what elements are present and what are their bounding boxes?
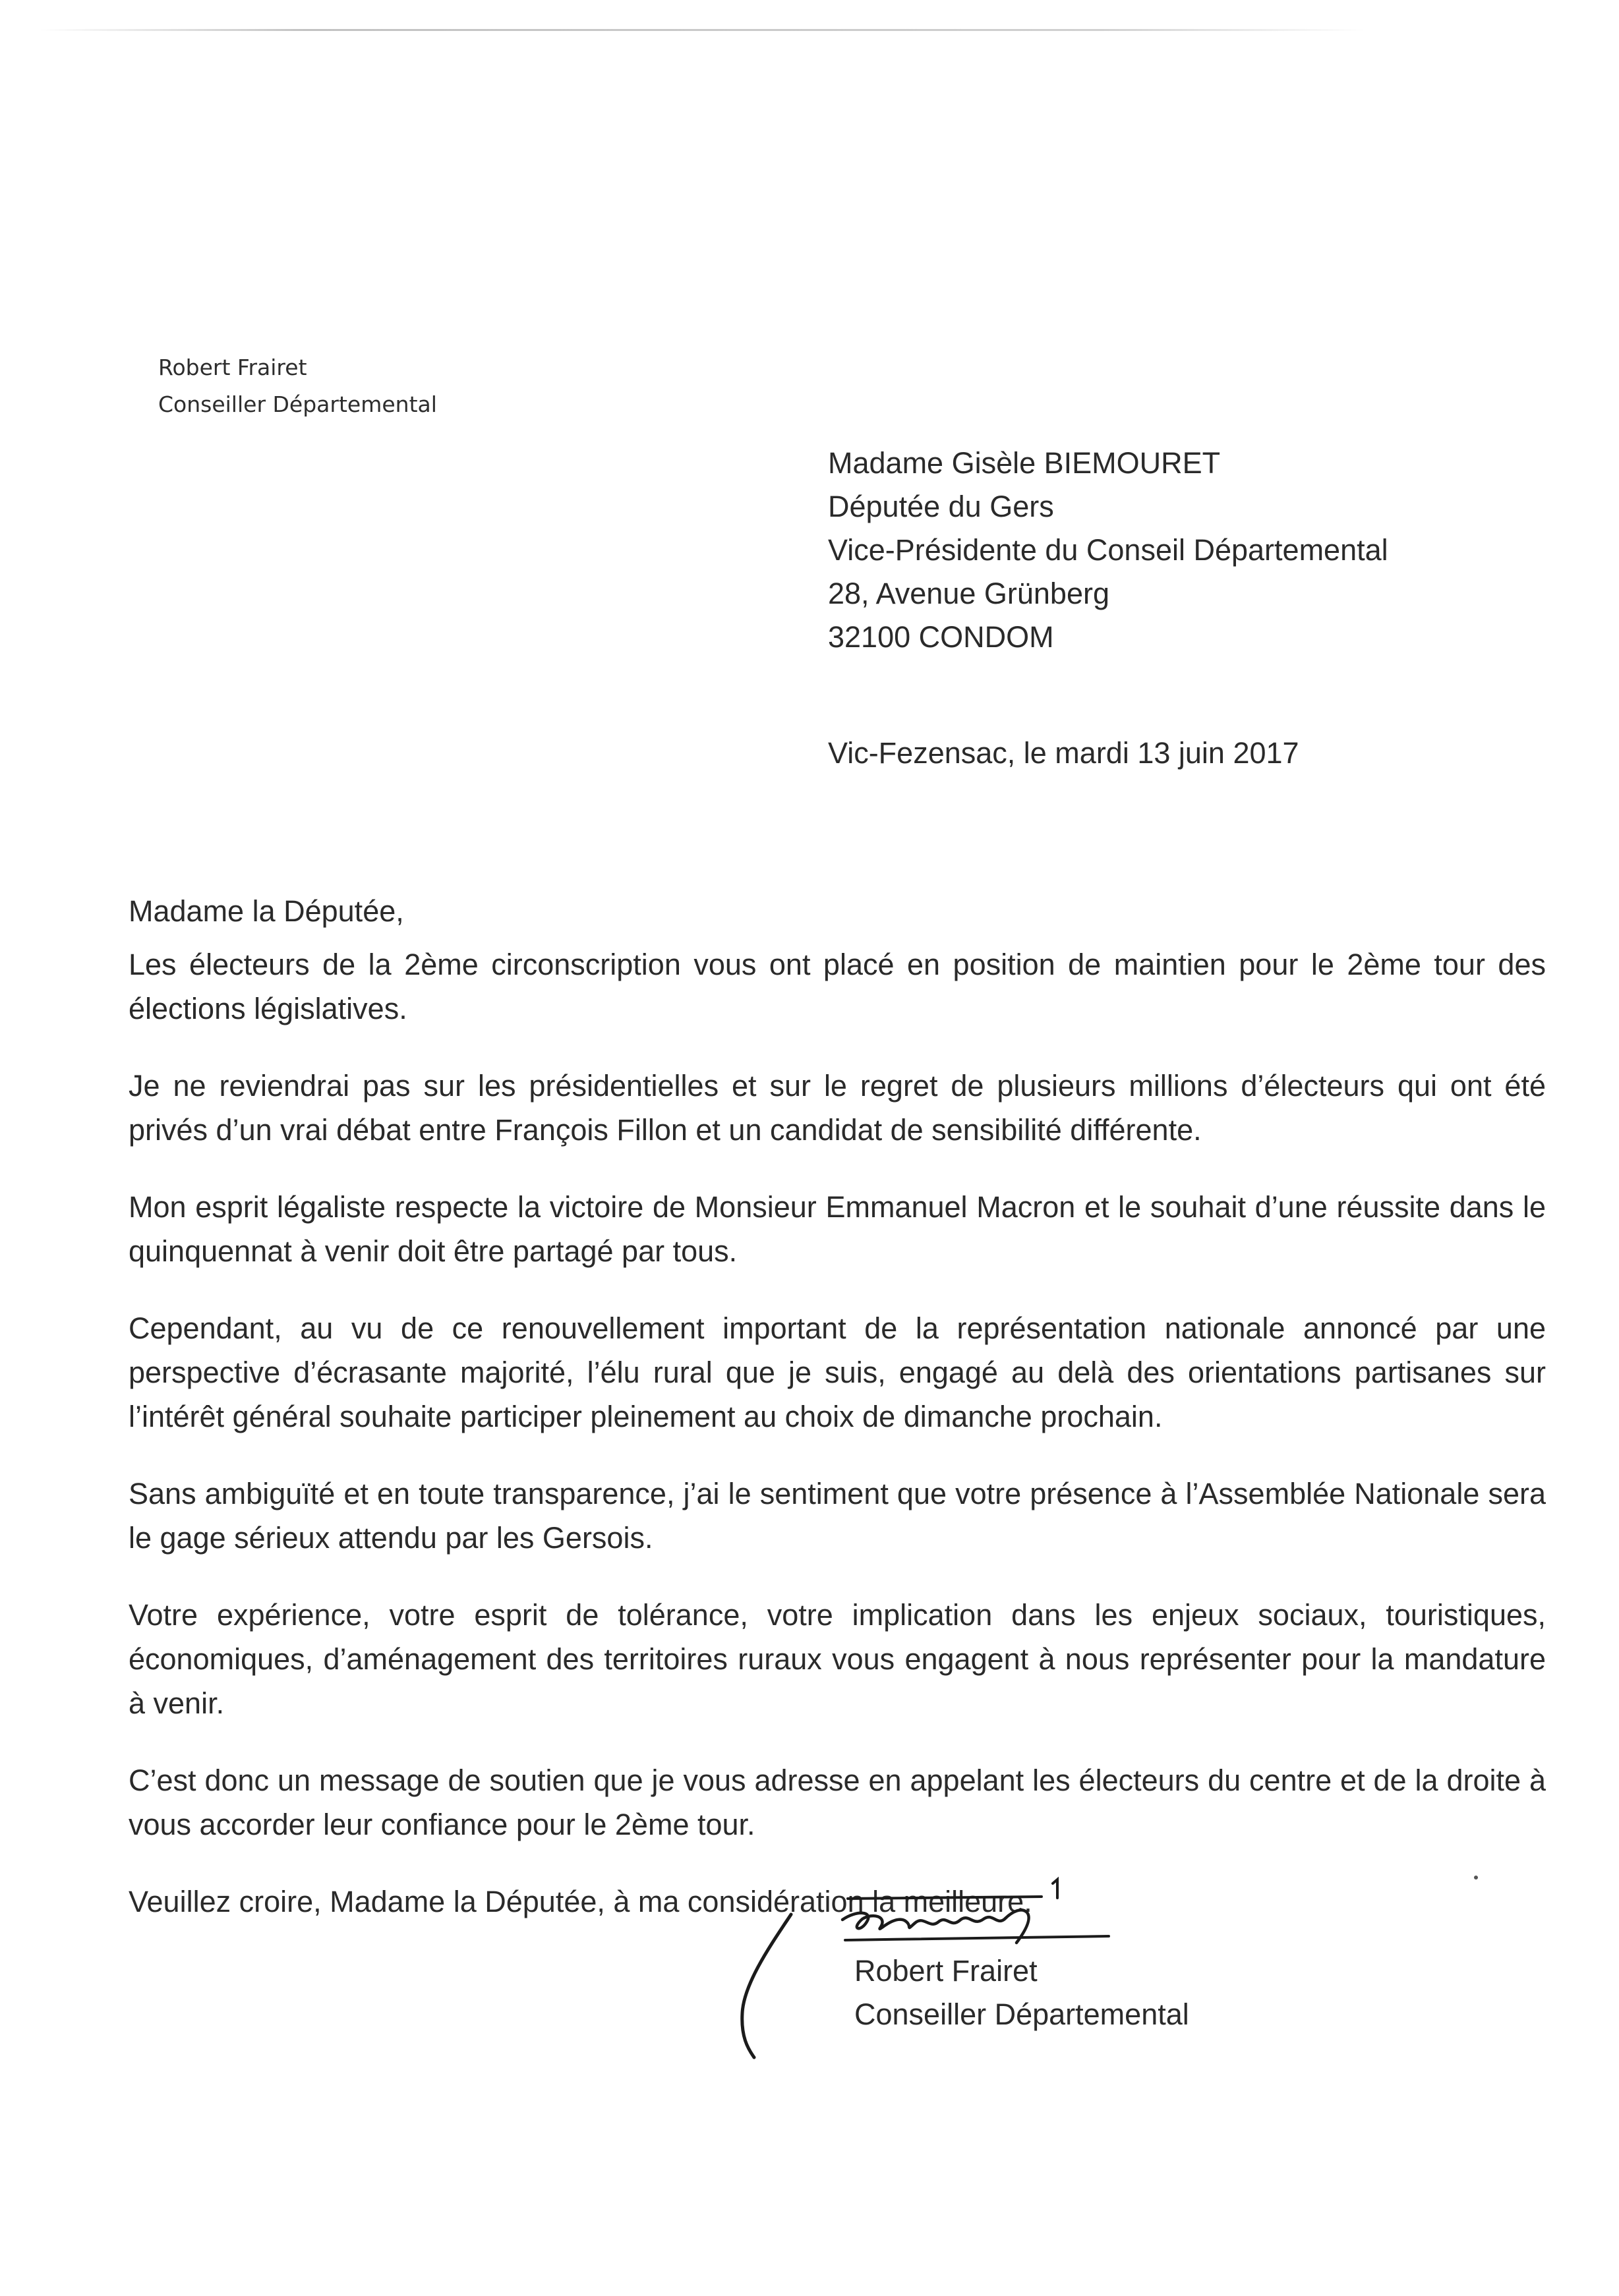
sender-block [158, 349, 437, 423]
paragraph-4: Cependant, au vu de ce renouvellement important de la représentation nationale annoncé par une perspective d’écrasante majorité, l’élu rural que je suis, engagé au delà des orientations partisanes sur l’intérêt général souhaite participer pleinement au choix de dimanche prochain. [129, 1311, 1546, 1433]
salutation: Madame la Députée, [129, 894, 404, 928]
paragraph-3: Mon esprit légaliste respecte la victoire de Monsieur Emmanuel Macron et le souhait d’une réussite dans le quinquennat à venir doit être partagé par tous. [129, 1190, 1546, 1268]
sender-title: Conseiller Départemental [158, 391, 437, 417]
paragraph-6: Votre expérience, votre esprit de tolérance, votre implication dans les enjeux sociaux, touristiques, économiques, d’aménagement des territoires ruraux vous engagent à nous représenter pour la mandature à venir. [129, 1598, 1546, 1720]
closing-formula: Veuillez croire, Madame la Députée, à ma considération la meilleure. [129, 1885, 1032, 1918]
sender-name: Robert Frairet [158, 355, 307, 380]
paragraph-5: Sans ambiguïté et en toute transparence, j’ai le sentiment que votre présence à l’Assemblée Nationale sera le gage sérieux attendu par les Gersois. [129, 1477, 1546, 1555]
scan-speck [1474, 1876, 1478, 1880]
scan-edge-line [40, 29, 1365, 31]
signature-name: Robert Frairet [854, 1954, 1038, 1988]
recipient-role: Députée du Gers [828, 490, 1054, 523]
paragraph-1: Les électeurs de la 2ème circonscription vous ont placé en position de maintien pour le 2ème tour des élections législatives. [129, 948, 1546, 1025]
recipient-address-block [828, 442, 1388, 659]
recipient-role-2: Vice-Présidente du Conseil Départemental [828, 533, 1388, 567]
signature-block [732, 1872, 1193, 2069]
paragraph-7: C’est donc un message de soutien que je vous adresse en appelant les électeurs du centre et de la droite à vous accorder leur confiance pour le 2ème tour. [129, 1764, 1546, 1841]
letter-body [129, 942, 1546, 1957]
recipient-name: Madame Gisèle BIEMOURET [828, 446, 1221, 480]
recipient-city: 32100 CONDOM [828, 620, 1054, 654]
signature-title: Conseiller Départemental [854, 1997, 1189, 2031]
recipient-street: 28, Avenue Grünberg [828, 577, 1109, 610]
paragraph-2: Je ne reviendrai pas sur les présidentielles et sur le regret de plusieurs millions d’électeurs qui ont été privés d’un vrai débat entre François Fillon et un candidat de sensibilité différente. [129, 1069, 1546, 1147]
letter-date: Vic-Fezensac, le mardi 13 juin 2017 [828, 736, 1299, 770]
